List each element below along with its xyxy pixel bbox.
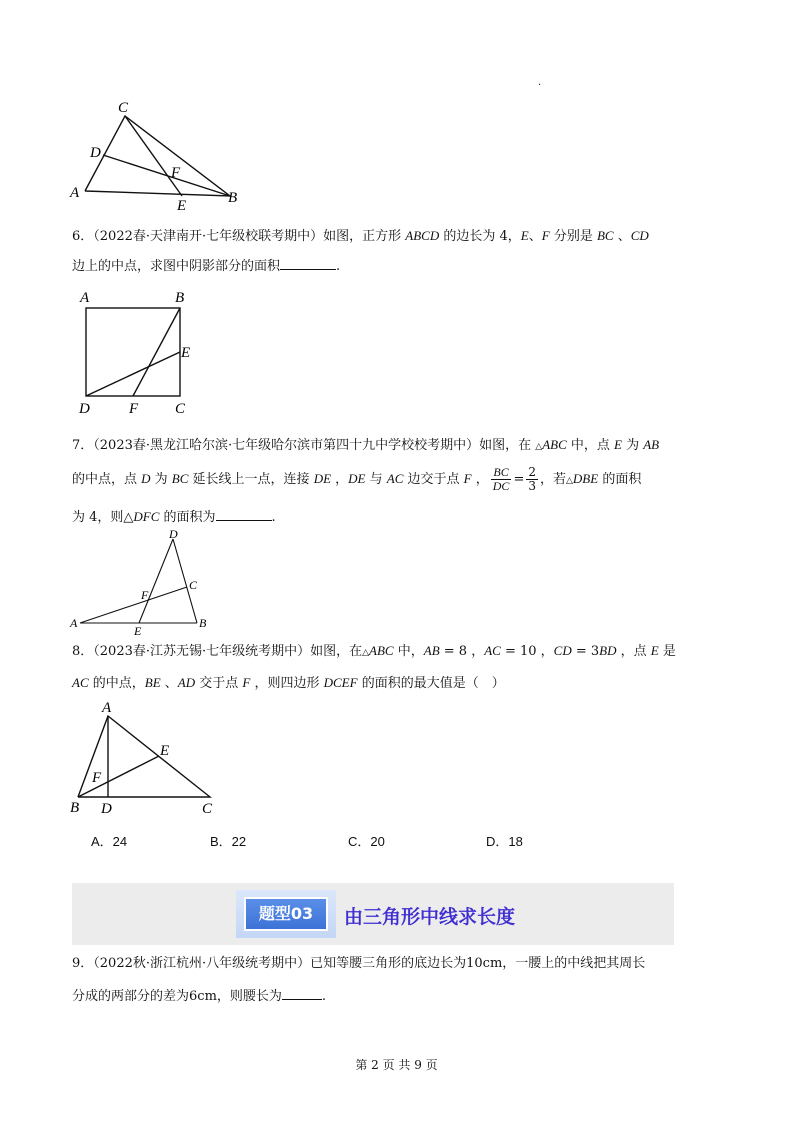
- answer-blank[interactable]: [282, 987, 322, 1000]
- q6-line2: 边上的中点，求图中阴影部分的面积 .: [72, 259, 341, 274]
- label-E: E: [177, 198, 187, 214]
- label-A: A: [102, 700, 112, 716]
- label-B: B: [228, 190, 238, 206]
- q7-line2: 的中点，点 D 为 BC 延长线上一点，连接 DE ，DE 与 AC 边交于点 F ， $\frac{BC}{DC}$ = $\frac{2}{3}$ ，若△DBE 的面积: [72, 465, 642, 493]
- label-D: D: [169, 527, 178, 541]
- label-B: B: [199, 616, 207, 630]
- label-F: F: [171, 165, 181, 181]
- q7-line1: 7．（2023春·黑龙江哈尔滨·七年级哈尔滨市第四十九中学校校考期中）如图，在 △ABC 中，点 E 为 AB: [72, 437, 660, 453]
- q9-line2: 分成的两部分的差为6cm，则腰长为 .: [72, 989, 327, 1004]
- section-badge-label: 题型03: [244, 897, 328, 931]
- fraction-bc-dc: $\frac{BC}{DC}$: [492, 465, 510, 493]
- section-title: 由三角形中线求长度: [344, 906, 516, 928]
- label-A: A: [70, 185, 80, 201]
- q6-line1: 6．（2022春·天津南开·七年级校联考期中）如图，正方形 ABCD 的边长为 4，E、F 分别是 BC 、CD: [72, 228, 649, 244]
- figure-q7: [65, 527, 225, 642]
- fraction-2-3: $\frac{2}{3}$: [528, 465, 536, 493]
- q9-line1: 9．（2022秋·浙江杭州·八年级统考期中）已知等腰三角形的底边长为10cm，一腰上的中线把其周长: [72, 956, 646, 971]
- label-B: B: [70, 800, 80, 816]
- corner-mark: ·: [538, 80, 542, 91]
- figure-q8: [60, 698, 230, 818]
- label-F: F: [92, 770, 102, 786]
- choice-a[interactable]: A．24: [91, 834, 128, 849]
- label-E: E: [134, 624, 142, 638]
- q8-line2: AC 的中点，BE 、AD 交于点 F ，则四边形 DCEF 的面积的最大值是（ ）: [72, 675, 505, 691]
- q7-line3: 为 4，则△DFC 的面积为 .: [72, 509, 276, 525]
- label-A: A: [70, 616, 78, 630]
- label-D: D: [101, 801, 112, 817]
- label-E: E: [160, 743, 170, 759]
- label-C: C: [189, 578, 198, 592]
- section-badge: [236, 890, 336, 938]
- label-B: B: [175, 290, 185, 306]
- label-C: C: [202, 801, 213, 817]
- label-D: D: [79, 401, 90, 417]
- label-E: E: [181, 345, 191, 361]
- label-A: A: [80, 290, 90, 306]
- label-D: D: [90, 145, 101, 161]
- choice-b[interactable]: B．22: [210, 834, 247, 849]
- page-footer: 第 2 页 共 9 页: [355, 1058, 438, 1072]
- label-C: C: [118, 100, 129, 116]
- answer-blank[interactable]: [216, 508, 272, 521]
- choice-d[interactable]: D．18: [486, 834, 523, 849]
- figure-q6: [70, 288, 200, 418]
- label-F: F: [141, 588, 149, 602]
- q8-line1: 8．（2023春·江苏无锡·七年级统考期中）如图，在△ABC 中，AB = 8 ，AC = 10 ，CD = 3BD ，点 E 是: [72, 643, 676, 659]
- answer-blank[interactable]: [280, 257, 336, 270]
- label-C: C: [175, 401, 186, 417]
- figure-q5: [60, 95, 260, 215]
- choice-c[interactable]: C．20: [348, 834, 385, 849]
- label-F: F: [129, 401, 139, 417]
